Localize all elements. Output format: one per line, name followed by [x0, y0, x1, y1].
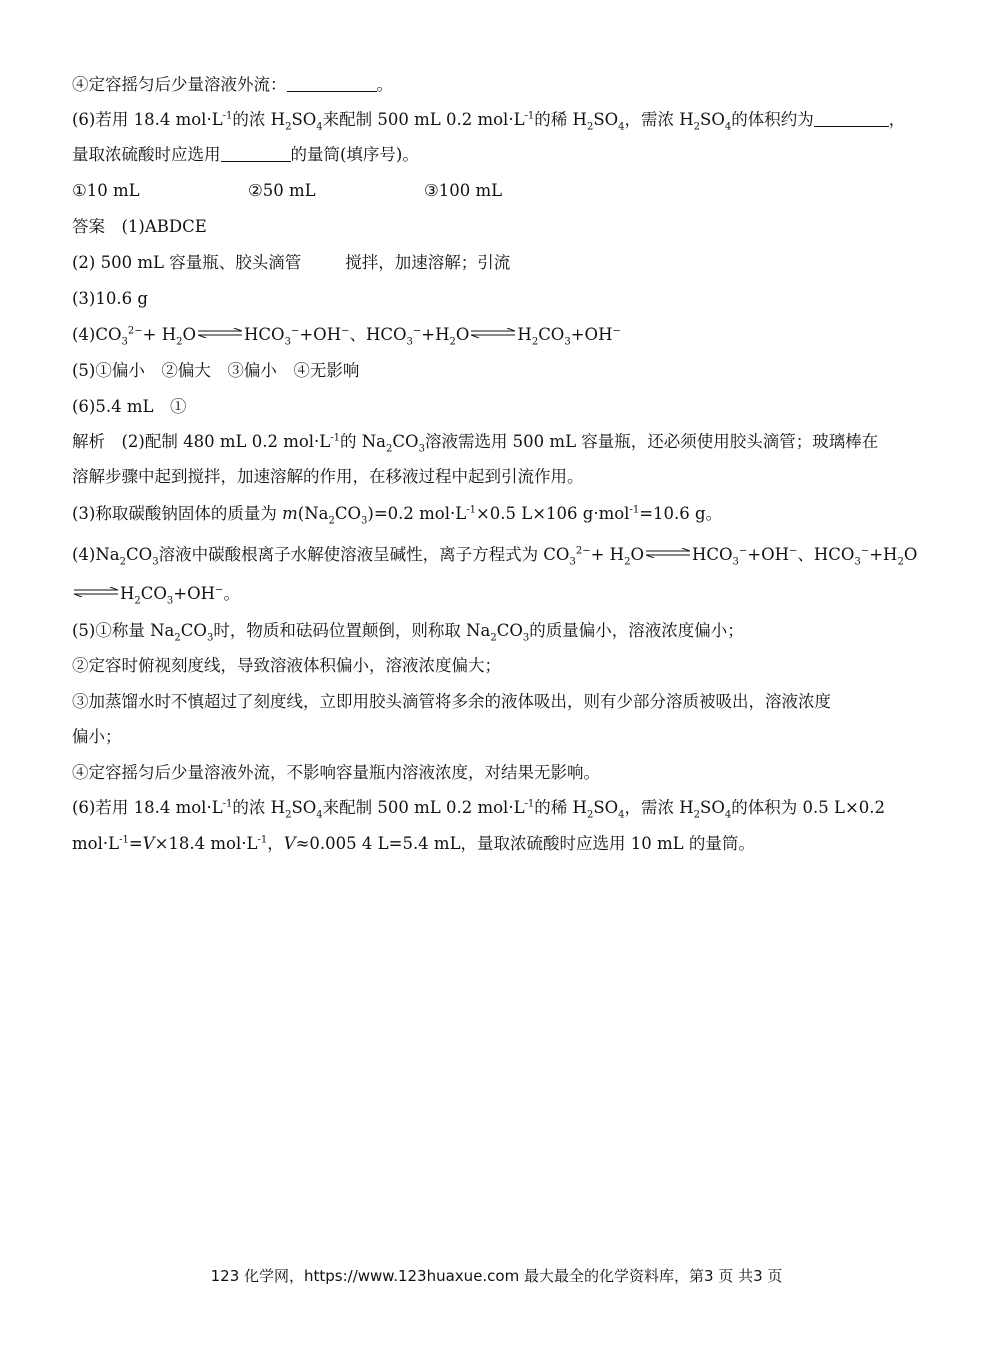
analysis-4-line-2: $H_2CO_3+OH^-$。 [72, 583, 932, 605]
equilibrium-arrow-icon [198, 328, 242, 338]
analysis-4-line-1: $(4)Na_2CO_3$溶液中碳酸根离子水解使溶液呈碱性，离子方程式为 $CO_3^{2-}+ H_2O$ $HCO_3^-+OH^-$、$HCO_3^-+H_2O$ [72, 545, 918, 568]
analysis-2-line-1: 解析 (2)配制 480 mL 0.2 $mol\cdot L^{-1}$的 $Na_2CO_3$溶液需选用 500 mL 容量瓶，还必须使用胶头滴管；玻璃棒在 [72, 432, 879, 455]
option-2: ②50 mL [248, 181, 316, 200]
analysis-6-line-1: (6)若用 18.4 $mol\cdot L^{-1}$的浓 $H_2SO_4$来配制 500 mL 0.2 $mol\cdot L^{-1}$的稀 $H_2SO_4$，需浓 $H_2SO_4$的体积为 0.5 L×0.2 [72, 798, 886, 821]
analysis-5-item-2: ②定容时俯视刻度线，导致溶液体积偏小，溶液浓度偏大； [72, 656, 501, 675]
option-1: ①10 mL [72, 181, 140, 200]
equilibrium-arrow-icon [471, 328, 515, 338]
equilibrium-arrow-icon [74, 587, 118, 597]
answer-blank [814, 110, 889, 127]
answer-blank [221, 145, 291, 162]
analysis-5-item-1: (5)①称量 $Na_2CO_3$时，物质和砝码位置颠倒，则称取 $Na_2CO_3$的质量偏小，溶液浓度偏小； [72, 621, 744, 644]
analysis-2-line-2: 溶解步骤中起到搅拌，加速溶解的作用，在移液过程中起到引流作用。 [72, 467, 584, 486]
analysis-5-item-3-cont: 偏小； [72, 727, 122, 746]
question-6-line-2: 量取浓硫酸时应选用 的量筒(填序号)。 [72, 145, 419, 164]
analysis-5-item-4: ④定容摇匀后少量溶液外流，不影响容量瓶内溶液浓度，对结果无影响。 [72, 763, 600, 782]
answer-4: $(4)CO_3^{2-}+ H_2O$ $HCO_3^-+OH^-$、$HCO_3^-+H_2O$ $H_2CO_3+OH^-$ [72, 325, 621, 348]
question-5-item-4: ④定容摇匀后少量溶液外流： 。 [72, 75, 393, 94]
analysis-3: (3)称取碳酸钠固体的质量为 $m(Na_2CO_3)=0.2$ $mol\cdot L^{-1}\times 0.5$ L×106 g·mol$^{-1}$=10.6 g。 [72, 504, 723, 527]
answer-1: 答案 (1)ABDCE [72, 217, 207, 236]
option-3: ③100 mL [424, 181, 503, 200]
question-6: (6)若用 18.4 $mol\cdot L^{-1}$的浓 $H_2SO_4$来配制 500 mL 0.2 $mol\cdot L^{-1}$的稀 $H_2SO_4$，需浓 $H_2SO_4$的体积约为 ， [72, 110, 906, 133]
page-footer: 123 化学网，https://www.123huaxue.com 最大最全的化学资料库，第3 页 共3 页 [210, 1267, 783, 1285]
question-6-options [72, 180, 932, 202]
analysis-6-line-2: $mol\cdot L^{-1}=V\times 18.4$ $mol\cdot L^{-1}$，V≈0.005 4 L=5.4 mL，量取浓硫酸时应选用 10 mL 的量筒。 [72, 834, 755, 853]
answer-2: (2) 500 mL 容量瓶、胶头滴管 搅拌，加速溶解；引流 [72, 253, 511, 272]
analysis-5-item-3: ③加蒸馏水时不慎超过了刻度线，立即用胶头滴管将多余的液体吸出，则有少部分溶质被吸出，溶液浓度 [72, 692, 831, 711]
equilibrium-arrow-icon [646, 548, 690, 558]
answer-3: (3)10.6 g [72, 289, 148, 308]
answer-6: (6)5.4 mL ① [72, 397, 187, 416]
answer-5: (5)①偏小 ②偏大 ③偏小 ④无影响 [72, 361, 360, 380]
answer-blank [287, 75, 377, 92]
